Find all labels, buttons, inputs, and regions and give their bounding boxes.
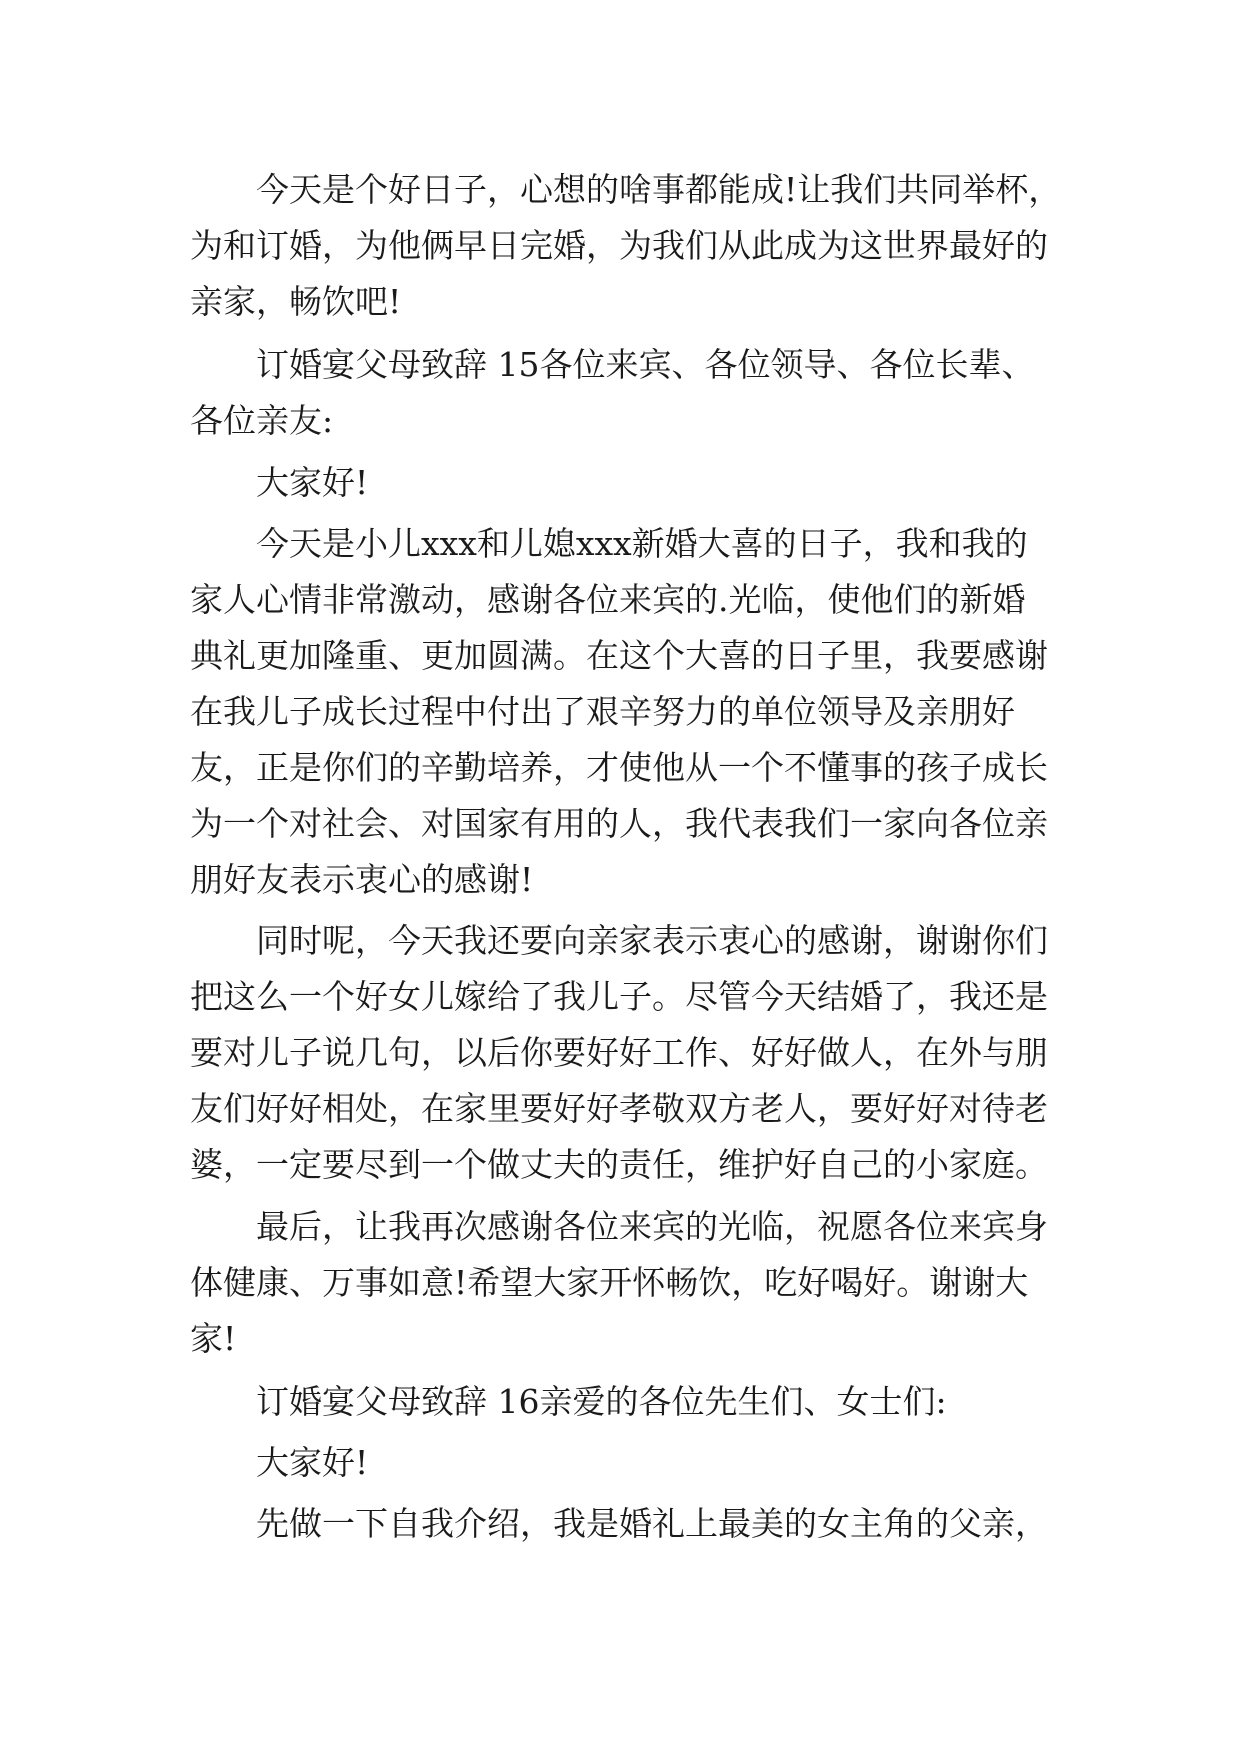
text-line: 大家好! <box>256 463 369 502</box>
text-line: 家人心情非常激动，感谢各位来宾的.光临，使他们的新婚 <box>190 580 1026 619</box>
text-line: 朋好友表示衷心的感谢! <box>190 860 534 899</box>
text-line: 大家好! <box>256 1443 369 1482</box>
text-line: 为和订婚，为他俩早日完婚，为我们从此成为这世界最好的 <box>190 226 1048 265</box>
text-line: 婆，一定要尽到一个做丈夫的责任，维护好自己的小家庭。 <box>190 1145 1048 1184</box>
text-line: 家! <box>190 1319 237 1358</box>
text-line: 订婚宴父母致辞 16亲爱的各位先生们、女士们: <box>256 1382 947 1421</box>
text-line: 为一个对社会、对国家有用的人，我代表我们一家向各位亲 <box>190 804 1048 843</box>
text-line: 同时呢，今天我还要向亲家表示衷心的感谢，谢谢你们 <box>256 921 1048 960</box>
text-line: 在我儿子成长过程中付出了艰辛努力的单位领导及亲朋好 <box>190 692 1015 731</box>
text-line: 体健康、万事如意!希望大家开怀畅饮，吃好喝好。谢谢大 <box>190 1263 1029 1302</box>
text-line: 各位亲友: <box>190 401 334 440</box>
text-line: 要对儿子说几句，以后你要好好工作、好好做人，在外与朋 <box>190 1033 1048 1072</box>
text-line: 订婚宴父母致辞 15各位来宾、各位领导、各位长辈、 <box>256 345 1035 384</box>
text-line: 友，正是你们的辛勤培养，才使他从一个不懂事的孩子成长 <box>190 748 1048 787</box>
text-line: 先做一下自我介绍，我是婚礼上最美的女主角的父亲， <box>256 1504 1048 1543</box>
text-line: 亲家，畅饮吧! <box>190 282 402 321</box>
text-line: 今天是个好日子，心想的啥事都能成!让我们共同举杯， <box>256 170 1062 209</box>
text-line: 今天是小儿xxx和儿媳xxx新婚大喜的日子，我和我的 <box>256 524 1028 563</box>
text-line: 友们好好相处，在家里要好好孝敬双方老人，要好好对待老 <box>190 1089 1048 1128</box>
text-line: 典礼更加隆重、更加圆满。在这个大喜的日子里，我要感谢 <box>190 636 1048 675</box>
text-line: 最后，让我再次感谢各位来宾的光临，祝愿各位来宾身 <box>256 1207 1048 1246</box>
text-line: 把这么一个好女儿嫁给了我儿子。尽管今天结婚了，我还是 <box>190 977 1048 1016</box>
